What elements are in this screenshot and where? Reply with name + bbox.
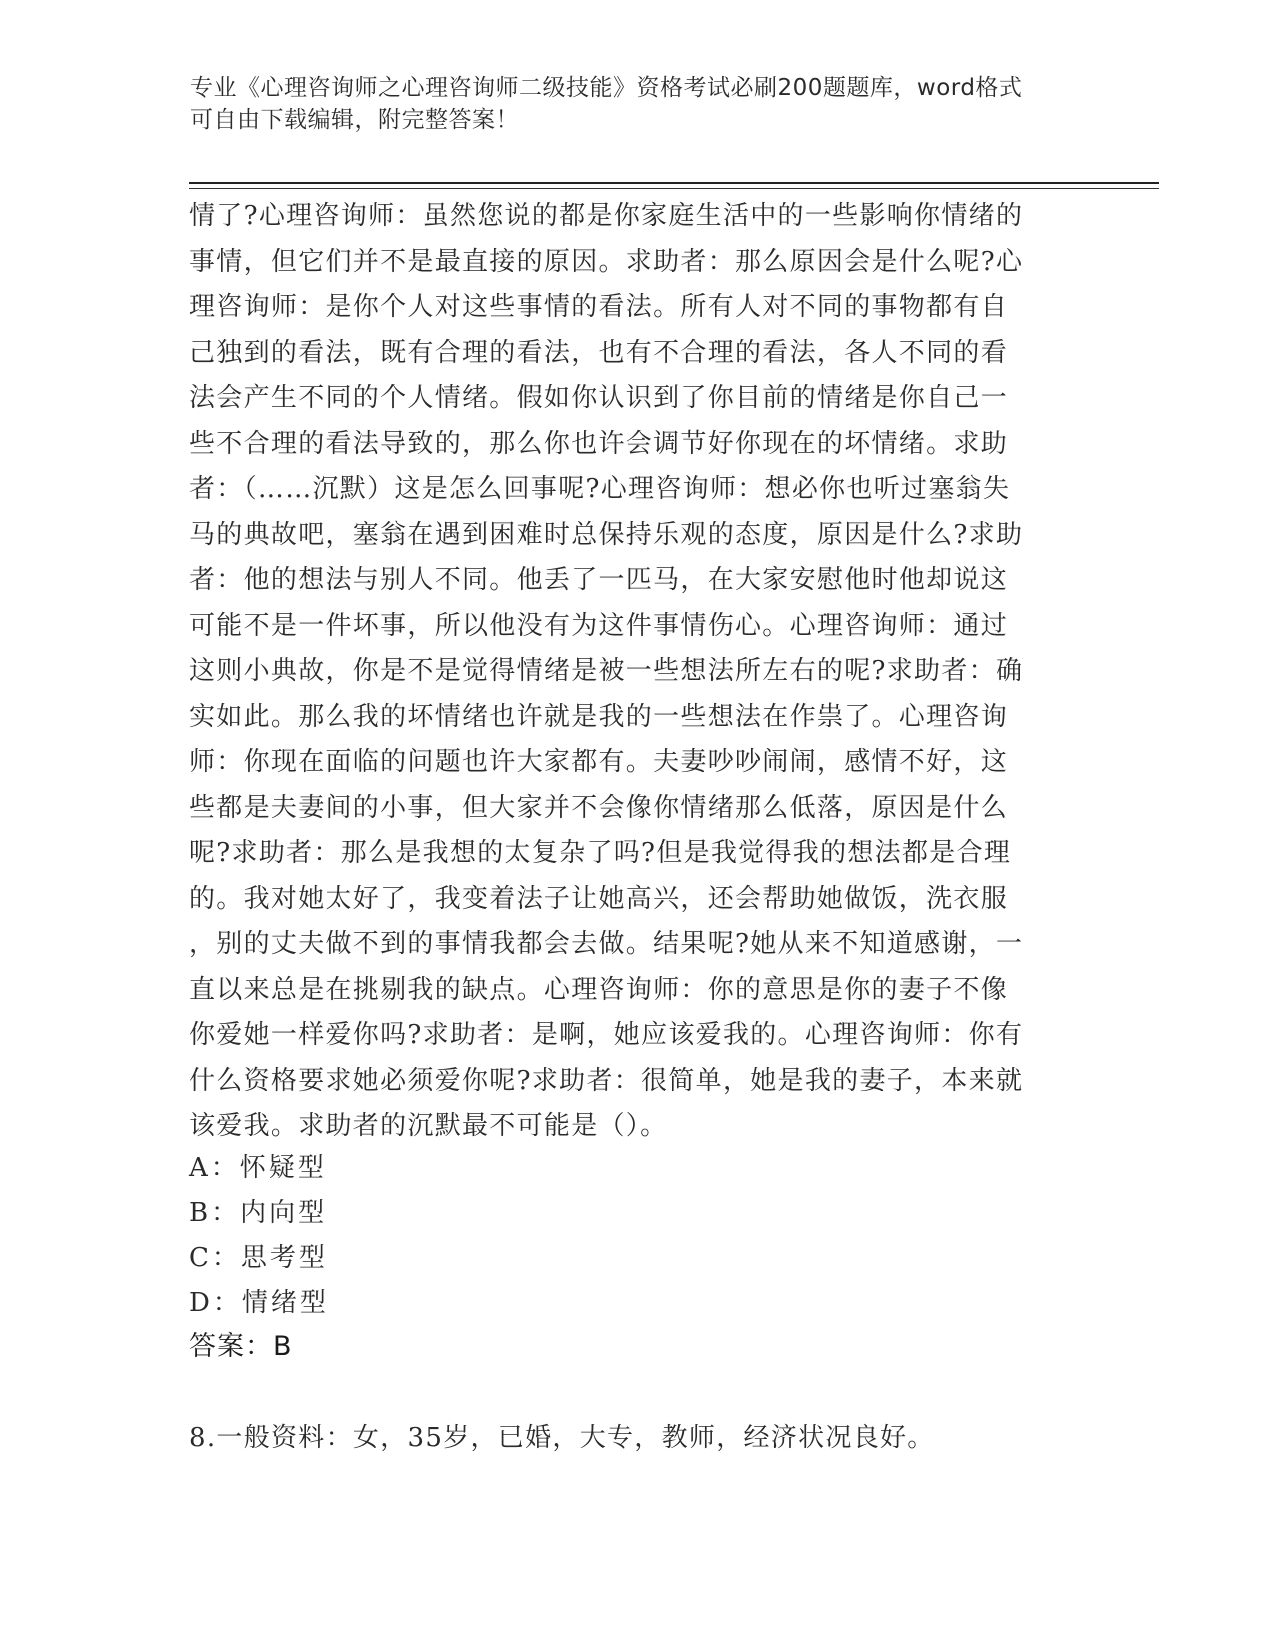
question-line: 呢?求助者：那么是我想的太复杂了吗?但是我觉得我的想法都是合理 — [189, 838, 1012, 868]
question-line: 些都是夫妻间的小事，但大家并不会像你情绪那么低落，原因是什么 — [189, 792, 1009, 823]
next-question-intro: 8.一般资料：女，35岁，已婚，大专，教师，经济状况良好。 — [189, 1423, 935, 1453]
option-b: B：内向型 — [189, 1198, 328, 1228]
question-line: 什么资格要求她必须爱你呢?求助者：很简单，她是我的妻子，本来就 — [189, 1065, 1024, 1096]
question-line: 己独到的看法，既有合理的看法，也有不合理的看法，各人不同的看 — [189, 337, 1009, 368]
option-d: D：情绪型 — [189, 1288, 329, 1318]
question-line: 者：（……沉默）这是怎么回事呢?心理咨询师：想必你也听过塞翁失 — [189, 474, 1011, 504]
question-line: 可能不是一件坏事，所以他没有为这件事情伤心。心理咨询师：通过 — [189, 610, 1009, 641]
question-line: 直以来总是在挑剔我的缺点。心理咨询师：你的意思是你的妻子不像 — [189, 974, 1009, 1005]
question-line: 情了?心理咨询师：虽然您说的都是你家庭生活中的一些影响你情绪的 — [189, 201, 1024, 231]
question-stem — [189, 194, 1079, 1150]
answer-key: 答案：B — [189, 1331, 293, 1362]
question-line: 该爱我。求助者的沉默最不可能是（）。 — [189, 1111, 668, 1141]
question-line: 师：你现在面临的问题也许大家都有。夫妻吵吵闹闹，感情不好，这 — [189, 747, 1009, 777]
document-header — [190, 72, 1090, 136]
header-divider-thick — [189, 182, 1159, 184]
option-c: C：思考型 — [189, 1243, 328, 1273]
question-line: 些不合理的看法导致的，那么你也许会调节好你现在的坏情绪。求助 — [189, 428, 1009, 459]
question-line: 者：他的想法与别人不同。他丢了一匹马，在大家安慰他时他却说这 — [189, 565, 1009, 595]
question-line: 事情，但它们并不是最直接的原因。求助者：那么原因会是什么呢?心 — [189, 246, 1024, 277]
header-title-line-2: 可自由下载编辑，附完整答案！ — [190, 107, 519, 133]
question-line: 的。我对她太好了，我变着法子让她高兴，还会帮助她做饭，洗衣服 — [189, 883, 1009, 914]
question-line: 马的典故吧，塞翁在遇到困难时总保持乐观的态度，原因是什么?求助 — [189, 519, 1024, 550]
question-line: 理咨询师：是你个人对这些事情的看法。所有人对不同的事物都有自 — [189, 292, 1009, 322]
header-title-line-1: 专业《心理咨询师之心理咨询师二级技能》资格考试必刷200题题库，word格式 — [190, 75, 1023, 101]
option-a: A：怀疑型 — [189, 1153, 327, 1183]
header-divider-thin — [189, 188, 1159, 189]
answer-options — [189, 1146, 329, 1326]
question-line: 法会产生不同的个人情绪。假如你认识到了你目前的情绪是你自己一 — [189, 383, 1009, 413]
question-line: ，别的丈夫做不到的事情我都会去做。结果呢?她从来不知道感谢，一 — [189, 929, 1024, 959]
question-line: 这则小典故，你是不是觉得情绪是被一些想法所左右的呢?求助者：确 — [189, 656, 1024, 686]
question-line: 实如此。那么我的坏情绪也许就是我的一些想法在作祟了。心理咨询 — [189, 701, 1009, 732]
question-line: 你爱她一样爱你吗?求助者：是啊，她应该爱我的。心理咨询师：你有 — [189, 1020, 1024, 1050]
